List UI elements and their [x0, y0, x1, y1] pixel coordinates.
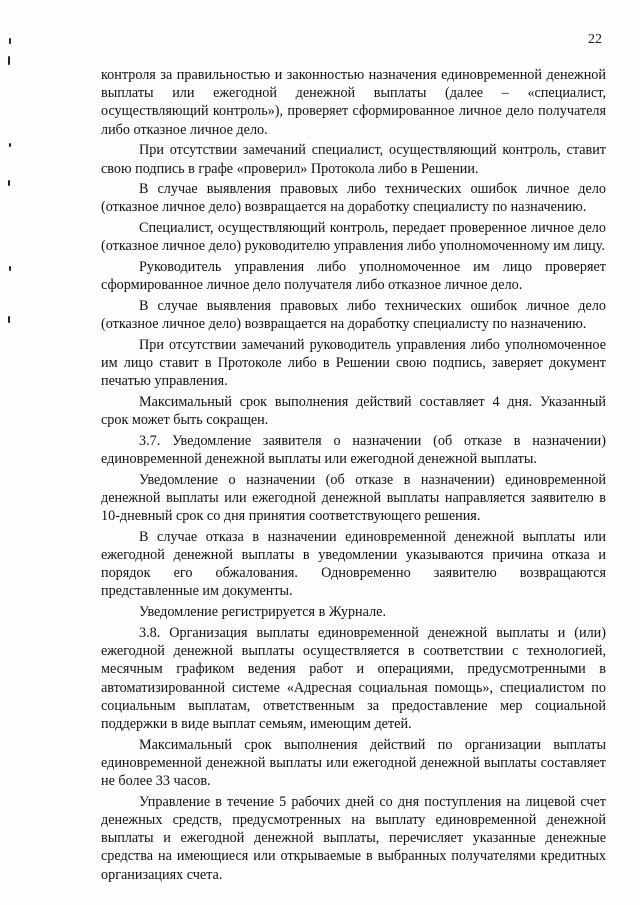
paragraph: Специалист, осуществляющий контроль, передает проверенное личное дело (отказное личное дело) руководителю управления либо уполномоченному им лицу. — [101, 220, 606, 255]
scan-margin-mark — [9, 143, 11, 147]
paragraph: Управление в течение 5 рабочих дней со дня поступления на лицевой счет денежных средств, предусмотренных на выплату единовременной денежной выплаты и ежегодной денежной выплаты, перечисляет указанные денежные средства на имеющиеся или открываемые в выбранных получателями кредитных организациях счета. — [101, 793, 606, 883]
scan-margin-mark — [9, 266, 11, 271]
paragraph: В случае отказа в назначении единовременной денежной выплаты или ежегодной денежной выплаты в уведомлении указываются причина отказа и порядок его обжалования. Одновременно заявителю возвращаются представленные им документы. — [101, 528, 606, 600]
paragraph: В случае выявления правовых либо технических ошибок личное дело (отказное личное дело) возвращается на доработку специалисту по назначению. — [101, 181, 606, 216]
scan-margin-mark — [8, 316, 10, 323]
paragraph: При отсутствии замечаний руководитель управления либо уполномоченное им лицо ставит в Протоколе либо в Решении свою подпись, заверяет документ печатью управления. — [101, 336, 606, 390]
section-heading-3-7: 3.7. Уведомление заявителя о назначении (об отказе в назначении) единовременной денежной выплаты или ежегодной денежной выплаты. — [101, 432, 606, 468]
paragraph: контроля за правильностью и законностью назначения единовременной денежной выплаты или ежегодной денежной выплаты (далее – «специалист, осуществляющий контроль»), проверяет сформированное личное дело получателя либо отказное личное дело. — [101, 67, 606, 138]
body-text — [101, 66, 606, 886]
scan-margin-mark — [8, 56, 10, 65]
paragraph: Максимальный срок выполнения действий составляет 4 дня. Указанный срок может быть сокращен. — [101, 393, 606, 429]
paragraph: Максимальный срок выполнения действий по организации выплаты единовременной денежной выплаты или ежегодной денежной выплаты составляет не более 33 часов. — [101, 736, 606, 790]
paragraph: Уведомление о назначении (об отказе в назначении) единовременной денежной выплаты или ежегодной денежной выплаты направляется заявителю в 10-дневный срок со дня принятия соответствующего решения. — [101, 471, 606, 525]
scan-margin-marks — [0, 0, 20, 905]
paragraph: При отсутствии замечаний специалист, осуществляющий контроль, ставит свою подпись в графе «проверил» Протокола либо в Решении. — [101, 142, 606, 177]
page-number: 22 — [588, 32, 602, 47]
scan-margin-mark — [8, 180, 10, 186]
scan-margin-mark — [9, 38, 11, 44]
paragraph: В случае выявления правовых либо технических ошибок личное дело (отказное личное дело) возвращается на доработку специалисту по назначению. — [101, 297, 606, 333]
paragraph: Руководитель управления либо уполномоченное им лицо проверяет сформированное личное дело получателя либо отказное личное дело. — [101, 259, 606, 294]
section-heading-3-8: 3.8. Организация выплаты единовременной денежной выплаты и (или) ежегодной денежной выплаты осуществляется в соответствии с технологией, месячным графиком ведения работ и операциями, предусмотренными в автоматизированной системе «Адресная социальная помощь», специалистом по социальным выплатам, ответственным за предоставление мер социальной поддержки в виде выплат семьям, имеющим детей. — [101, 624, 606, 732]
paragraph: Уведомление регистрируется в Журнале. — [139, 604, 386, 621]
